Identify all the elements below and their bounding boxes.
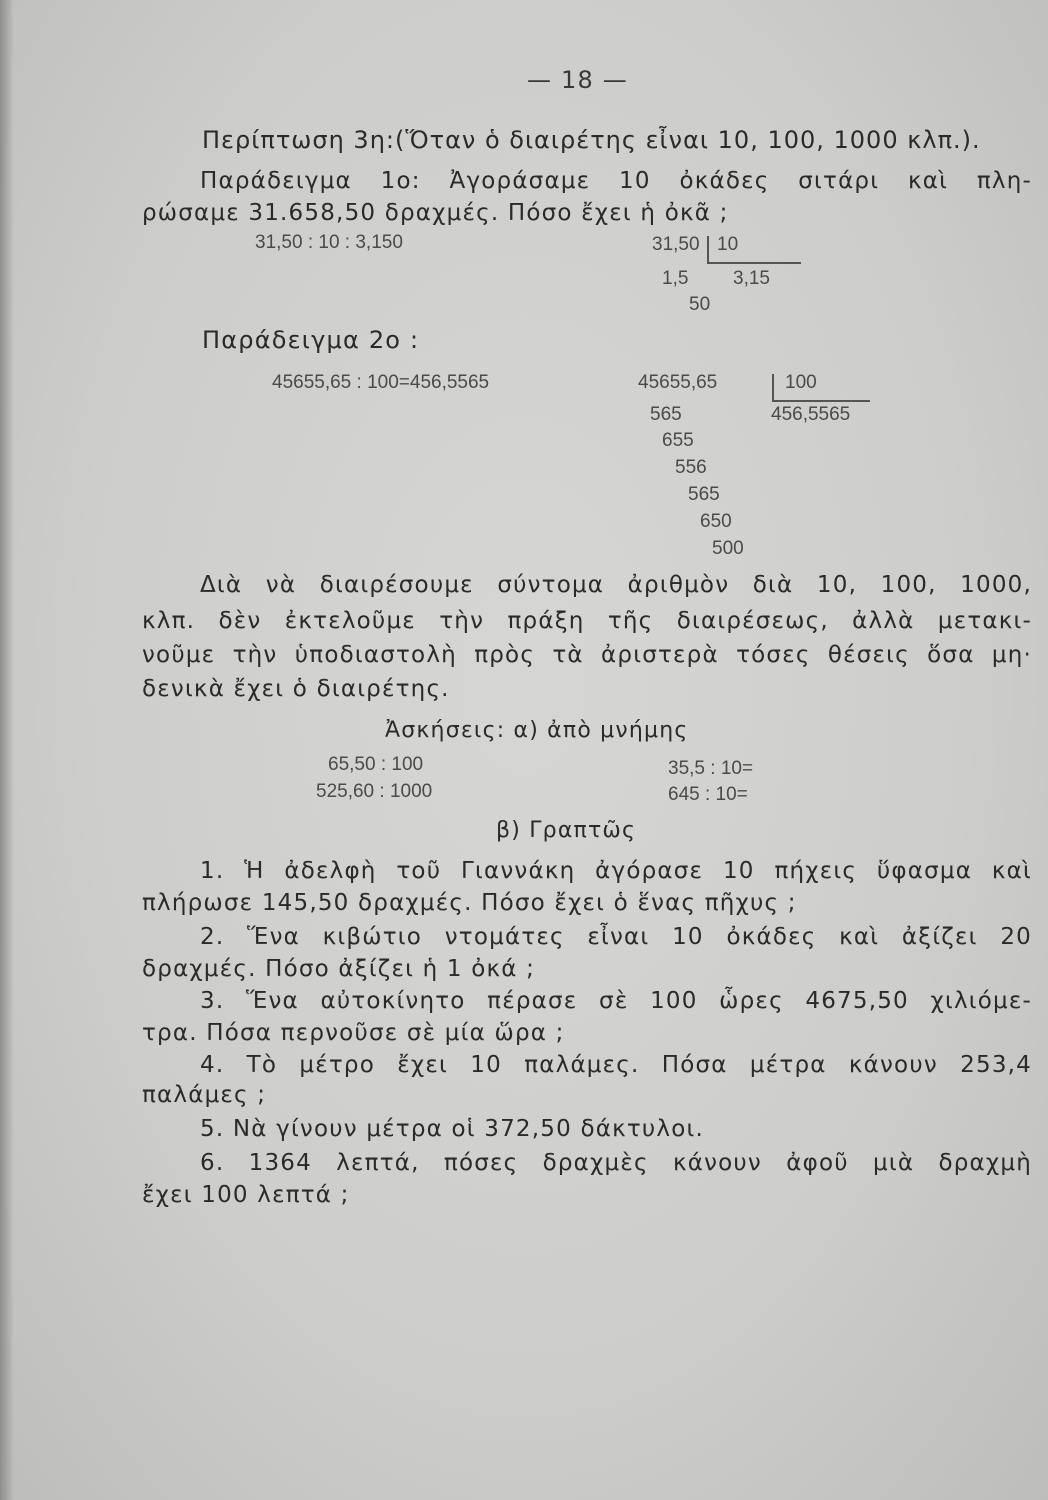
example1-inline-calc: 31,50 : 10 : 3,150 xyxy=(255,232,403,253)
example2-step-4: 565 xyxy=(688,484,720,505)
example2-label: Παράδειγμα 2ο : xyxy=(202,326,420,354)
problem-2-line-1: 2. Ἕνα κιβώτιο ντομάτες εἶναι 10 ὀκάδες καὶ ἀξίζει 20 xyxy=(200,924,1032,950)
example2-quotient: 456,5565 xyxy=(771,404,851,425)
example2-step-1: 565 xyxy=(650,404,682,425)
example1-division-bar xyxy=(707,236,709,262)
page-number: — 18 — xyxy=(527,66,628,94)
problem-2-line-2: δραχμές. Πόσο ἀξίζει ἡ 1 ὀκά ; xyxy=(142,956,536,982)
example2-step-6: 500 xyxy=(712,538,744,559)
case-heading: Περίπτωση 3η:(Ὅταν ὁ διαιρέτης εἶναι 10, 100, 1000 κλπ.). xyxy=(202,126,981,154)
rule-line-4: δενικὰ ἔχει ὁ διαιρέτης. xyxy=(142,676,450,702)
example1-dividend: 31,50 xyxy=(652,234,700,255)
problem-3-line-1: 3. Ἕνα αὐτοκίνητο πέρασε σὲ 100 ὧρες 4675,50 χιλιόμε- xyxy=(200,988,1032,1014)
example2-step-2: 655 xyxy=(662,430,694,451)
problem-4-line-1: 4. Τὸ μέτρο ἔχει 10 παλάμες. Πόσα μέτρα κάνουν 253,4 xyxy=(200,1052,1032,1078)
problem-5: 5. Νὰ γίνουν μέτρα οἱ 372,50 δάκτυλοι. xyxy=(200,1116,704,1142)
example2-step-5: 650 xyxy=(700,511,732,532)
problem-1-line-1: 1. Ἡ ἀδελφὴ τοῦ Γιαννάκη ἀγόρασε 10 πήχεις ὕφασμα καὶ xyxy=(200,858,1032,884)
example1-quotient: 3,15 xyxy=(733,268,770,289)
example2-step-3: 556 xyxy=(675,457,707,478)
rule-line-3: νοῦμε τὴν ὑποδιαστολὴ πρὸς τὰ ἀριστερὰ τόσες θέσεις ὅσα μη· xyxy=(142,642,1032,668)
example1-divisor: 10 xyxy=(717,234,739,255)
example2-division-rule xyxy=(772,400,870,402)
example2-dividend: 45655,65 xyxy=(638,372,718,393)
example1-label-line: Παράδειγμα 1ο: Ἀγοράσαμε 10 ὀκάδες σιτάρι καὶ πλη- xyxy=(200,168,1032,194)
exercise-left-2: 525,60 : 1000 xyxy=(316,781,433,802)
example2-inline-calc: 45655,65 : 100=456,5565 xyxy=(272,372,490,393)
rule-line-1: Διὰ νὰ διαιρέσουμε σύντομα ἀριθμὸν διὰ 10, 100, 1000, xyxy=(200,572,1032,598)
example1-step-1: 1,5 xyxy=(662,268,689,289)
example2-division-bar xyxy=(772,374,774,400)
rule-line-2: κλπ. δὲν ἐκτελοῦμε τὴν πράξη τῆς διαιρέσεως, ἀλλὰ μετακι- xyxy=(142,608,1032,634)
example1-continuation: ρώσαμε 31.658,50 δραχμές. Πόσο ἔχει ἡ ὀκᾶ ; xyxy=(142,200,729,226)
problem-4-line-2: παλάμες ; xyxy=(142,1082,267,1108)
problem-1-line-2: πλήρωσε 145,50 δραχμές. Πόσο ἔχει ὁ ἕνας πῆχυς ; xyxy=(142,890,797,916)
example2-divisor: 100 xyxy=(785,372,817,393)
exercise-right-1: 35,5 : 10= xyxy=(668,758,754,779)
exercises-heading: Ἀσκήσεις: α) ἀπὸ μνήμης xyxy=(385,718,689,743)
example1-step-2: 50 xyxy=(689,294,711,315)
problem-6-line-1: 6. 1364 λεπτά, πόσες δραχμὲς κάνουν ἀφοῦ μιὰ δραχμὴ xyxy=(200,1150,1032,1176)
written-heading: β) Γραπτῶς xyxy=(496,818,637,843)
problem-3-line-2: τρα. Πόσα περνοῦσε σὲ μία ὥρα ; xyxy=(142,1020,565,1046)
problem-6-line-2: ἔχει 100 λεπτά ; xyxy=(142,1182,350,1208)
exercise-left-1: 65,50 : 100 xyxy=(328,754,424,775)
exercise-right-2: 645 : 10= xyxy=(668,784,748,805)
example1-division-rule xyxy=(707,262,801,264)
